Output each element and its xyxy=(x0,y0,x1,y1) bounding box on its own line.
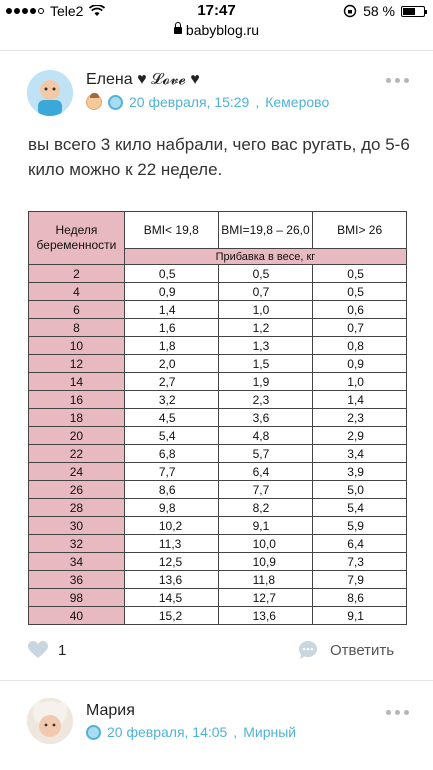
avatar[interactable] xyxy=(27,70,73,116)
table-row xyxy=(29,409,407,427)
table-row xyxy=(29,427,407,445)
avatar[interactable] xyxy=(27,698,73,744)
gain-cell: 0,5 xyxy=(124,265,218,283)
post-actions xyxy=(0,638,433,664)
url-domain: babyblog.ru xyxy=(185,22,260,38)
week-cell: 6 xyxy=(29,301,125,319)
post-location[interactable]: Кемерово xyxy=(265,94,330,110)
gain-cell: 2,7 xyxy=(124,373,218,391)
author-name[interactable]: Елена ♥ 𝓛𝓸𝓿𝓮 ♥ xyxy=(86,71,200,88)
gain-cell: 14,5 xyxy=(124,589,218,607)
table-row xyxy=(29,337,407,355)
subheader-weight-gain: Прибавка в весе, кг xyxy=(124,249,406,265)
gain-cell: 6,8 xyxy=(124,445,218,463)
gain-cell: 7,3 xyxy=(313,553,407,571)
gain-cell: 0,5 xyxy=(313,283,407,301)
gain-cell: 1,6 xyxy=(124,319,218,337)
status-right xyxy=(343,3,425,19)
rotation-lock-icon xyxy=(343,4,357,18)
header-week: Неделя беременности xyxy=(29,212,125,265)
gain-cell: 6,4 xyxy=(218,463,313,481)
like-count: 1 xyxy=(58,642,67,659)
author-name[interactable]: Мария xyxy=(86,702,135,719)
gain-cell: 1,0 xyxy=(313,373,407,391)
week-cell: 26 xyxy=(29,481,125,499)
gain-cell: 11,3 xyxy=(124,535,218,553)
week-cell: 36 xyxy=(29,571,125,589)
reply-button[interactable]: Ответить xyxy=(330,642,395,659)
gain-cell: 5,4 xyxy=(313,499,407,517)
more-options-icon[interactable] xyxy=(386,710,409,715)
gain-cell: 1,4 xyxy=(313,391,407,409)
week-cell: 10 xyxy=(29,337,125,355)
status-badge-icon xyxy=(86,725,101,740)
gain-cell: 7,7 xyxy=(218,481,313,499)
gain-cell: 11,8 xyxy=(218,571,313,589)
table-row xyxy=(29,373,407,391)
gain-cell: 1,9 xyxy=(218,373,313,391)
week-cell: 14 xyxy=(29,373,125,391)
gain-cell: 1,4 xyxy=(124,301,218,319)
divider xyxy=(0,680,433,681)
table-row xyxy=(29,481,407,499)
gain-cell: 2,3 xyxy=(218,391,313,409)
gain-cell: 9,8 xyxy=(124,499,218,517)
divider xyxy=(0,50,433,51)
gain-cell: 8,6 xyxy=(124,481,218,499)
gain-cell: 1,3 xyxy=(218,337,313,355)
header-bmi-mid: BMI=19,8 – 26,0 xyxy=(218,212,313,249)
like-heart-icon[interactable] xyxy=(28,641,48,659)
gain-cell: 4,8 xyxy=(218,427,313,445)
gain-cell: 0,7 xyxy=(218,283,313,301)
table-row xyxy=(29,445,407,463)
week-cell: 98 xyxy=(29,589,125,607)
gain-cell: 5,0 xyxy=(313,481,407,499)
post-location[interactable]: Мирный xyxy=(243,724,297,740)
gain-cell: 9,1 xyxy=(313,607,407,625)
gain-cell: 13,6 xyxy=(218,607,313,625)
url-bar[interactable] xyxy=(0,22,433,44)
gain-cell: 3,2 xyxy=(124,391,218,409)
gain-cell: 8,6 xyxy=(313,589,407,607)
gain-cell: 0,8 xyxy=(313,337,407,355)
gain-cell: 3,9 xyxy=(313,463,407,481)
post-date[interactable]: 20 февраля, 15:29 xyxy=(129,94,250,110)
carrier-label: Tele2 xyxy=(50,3,84,19)
clock: 17:47 xyxy=(197,2,236,19)
child-badge-icon xyxy=(86,94,102,110)
week-cell: 20 xyxy=(29,427,125,445)
gain-cell: 3,4 xyxy=(313,445,407,463)
gain-cell: 15,2 xyxy=(124,607,218,625)
gain-cell: 2,3 xyxy=(313,409,407,427)
table-row xyxy=(29,553,407,571)
table-row xyxy=(29,301,407,319)
comment-post xyxy=(0,690,433,770)
gain-cell: 0,7 xyxy=(313,319,407,337)
gain-cell: 7,9 xyxy=(313,571,407,589)
header-bmi-low: BMI< 19,8 xyxy=(124,212,218,249)
gain-cell: 12,7 xyxy=(218,589,313,607)
gain-cell: 1,5 xyxy=(218,355,313,373)
post-date[interactable]: 20 февраля, 14:05 xyxy=(107,724,228,740)
table-row xyxy=(29,391,407,409)
gain-cell: 12,5 xyxy=(124,553,218,571)
gain-cell: 10,9 xyxy=(218,553,313,571)
week-cell: 34 xyxy=(29,553,125,571)
gain-cell: 1,2 xyxy=(218,319,313,337)
week-cell: 8 xyxy=(29,319,125,337)
gain-cell: 4,5 xyxy=(124,409,218,427)
table-row xyxy=(29,571,407,589)
table-row xyxy=(29,535,407,553)
table-row xyxy=(29,517,407,535)
reply-icon[interactable] xyxy=(298,640,318,660)
gain-cell: 2,0 xyxy=(124,355,218,373)
table-row xyxy=(29,589,407,607)
header-bmi-high: BMI> 26 xyxy=(313,212,407,249)
battery-percent: 58 % xyxy=(363,3,395,19)
week-cell: 22 xyxy=(29,445,125,463)
gain-cell: 8,2 xyxy=(218,499,313,517)
status-badge-icon xyxy=(108,95,123,110)
week-cell: 18 xyxy=(29,409,125,427)
gain-cell: 0,5 xyxy=(218,265,313,283)
table-row xyxy=(29,265,407,283)
post-meta: 20 февраля, 15:29 , Кемерово xyxy=(86,94,329,110)
week-cell: 16 xyxy=(29,391,125,409)
week-cell: 12 xyxy=(29,355,125,373)
week-cell: 30 xyxy=(29,517,125,535)
week-cell: 40 xyxy=(29,607,125,625)
week-cell: 4 xyxy=(29,283,125,301)
gain-cell: 2,9 xyxy=(313,427,407,445)
table-row xyxy=(29,607,407,625)
gain-cell: 0,6 xyxy=(313,301,407,319)
week-cell: 2 xyxy=(29,265,125,283)
gain-cell: 1,8 xyxy=(124,337,218,355)
table-row xyxy=(29,319,407,337)
battery-icon xyxy=(401,6,425,17)
status-bar xyxy=(0,0,433,22)
gain-cell: 0,9 xyxy=(313,355,407,373)
week-cell: 32 xyxy=(29,535,125,553)
table-row xyxy=(29,463,407,481)
table-header-row xyxy=(29,212,407,249)
weight-gain-table xyxy=(28,211,407,625)
week-cell: 24 xyxy=(29,463,125,481)
gain-cell: 10,2 xyxy=(124,517,218,535)
gain-cell: 5,7 xyxy=(218,445,313,463)
post-meta: 20 февраля, 14:05 , Мирный xyxy=(86,724,296,740)
week-cell: 28 xyxy=(29,499,125,517)
gain-cell: 5,9 xyxy=(313,517,407,535)
table-row xyxy=(29,499,407,517)
gain-cell: 1,0 xyxy=(218,301,313,319)
gain-cell: 7,7 xyxy=(124,463,218,481)
gain-cell: 6,4 xyxy=(313,535,407,553)
gain-cell: 9,1 xyxy=(218,517,313,535)
gain-cell: 13,6 xyxy=(124,571,218,589)
post-text: вы всего 3 кило набрали, чего вас ругать, до 5-6 кило можно к 22 неделе. xyxy=(28,135,410,179)
table-row xyxy=(29,355,407,373)
table-row xyxy=(29,283,407,301)
gain-cell: 0,5 xyxy=(313,265,407,283)
more-options-icon[interactable] xyxy=(386,78,409,83)
lock-icon xyxy=(174,27,182,34)
gain-cell: 0,9 xyxy=(124,283,218,301)
gain-cell: 10,0 xyxy=(218,535,313,553)
gain-cell: 5,4 xyxy=(124,427,218,445)
battery-level xyxy=(403,8,415,15)
gain-cell: 3,6 xyxy=(218,409,313,427)
